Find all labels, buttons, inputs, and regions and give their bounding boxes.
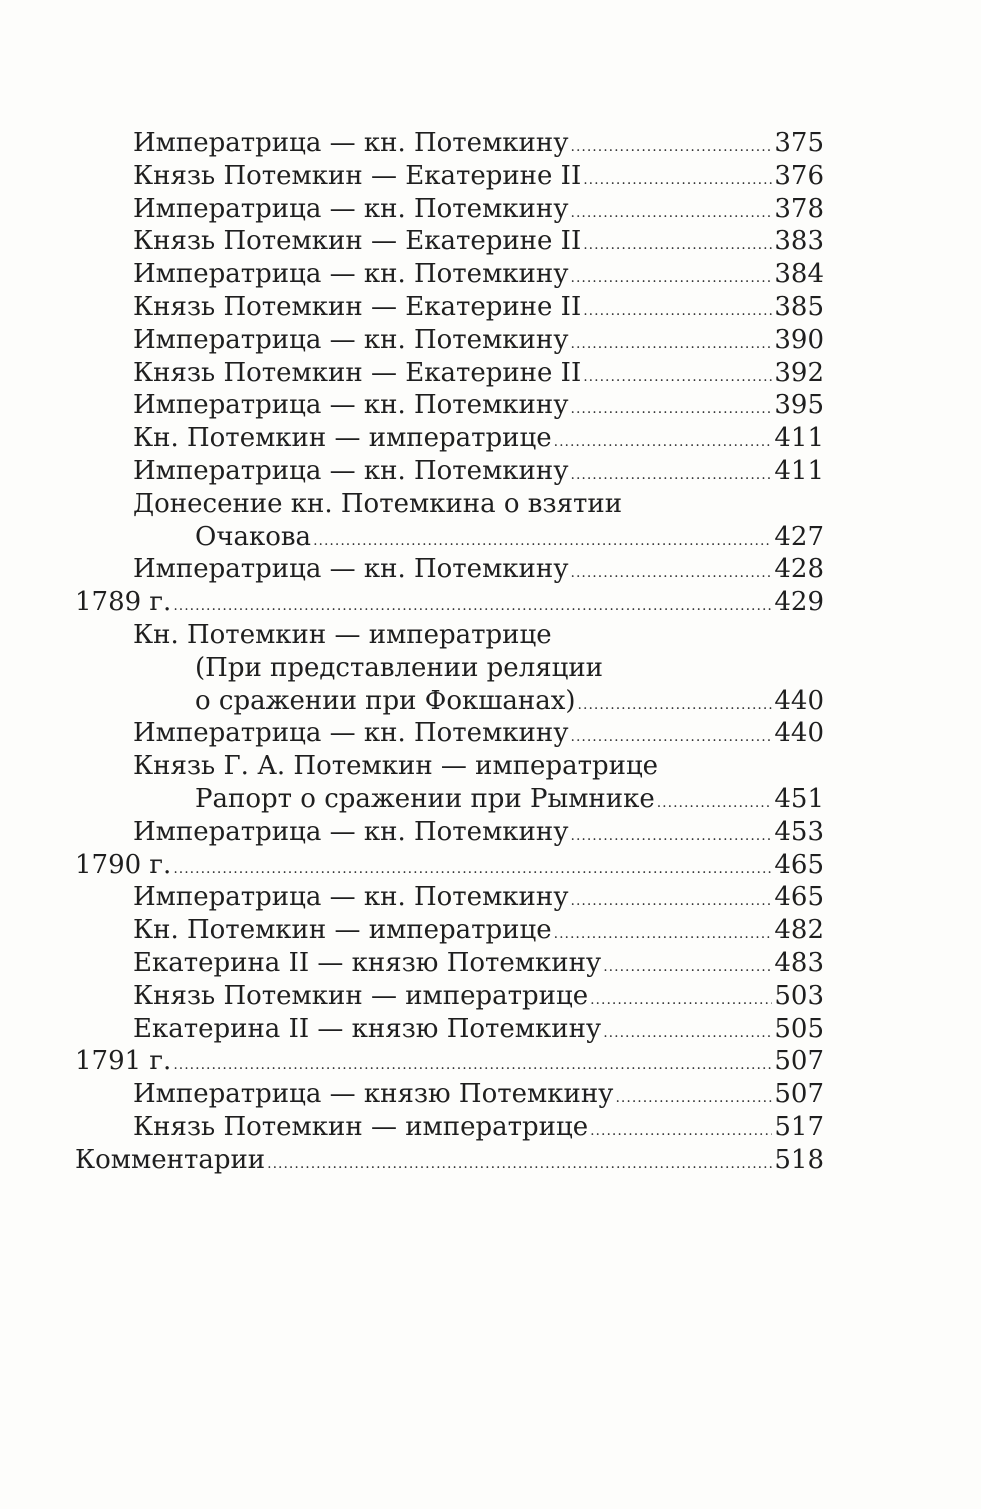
dot-leader: [267, 1148, 772, 1181]
toc-entry: [133, 1078, 824, 1111]
toc-entry: [133, 324, 824, 357]
toc-entry-title: Князь Потемкин — Екатерине II: [133, 226, 582, 257]
toc-entry: [133, 1013, 824, 1046]
toc-entry-title: Кн. Потемкин — императрице: [133, 423, 552, 454]
toc-entry-title: (При представлении реляции: [195, 652, 603, 683]
toc-entry-title: Екатерина II — князю Потемкину: [133, 948, 602, 978]
toc-entry-page-number: 440: [774, 718, 824, 749]
toc-entry-page-number: 429: [774, 587, 824, 618]
toc-entry: [75, 1144, 824, 1177]
toc-entry: [195, 521, 824, 554]
toc-entry: [133, 488, 622, 521]
toc-entry: [195, 685, 824, 718]
toc-entry-title: о сражении при Фокшанах): [195, 685, 576, 716]
toc-entry-page-number: 507: [774, 1046, 824, 1077]
toc-entry-title: Императрица — кн. Потемкину: [133, 193, 569, 224]
toc-entry-title: Императрица — князю Потемкину: [133, 1079, 614, 1110]
toc-entry-page-number: 451: [774, 784, 824, 814]
toc-entry-page-number: 483: [774, 948, 824, 978]
toc-entry: [133, 816, 824, 849]
toc-entry-page-number: 465: [774, 882, 824, 913]
toc-entry-title: 1789 г.: [75, 587, 172, 618]
toc-entry-title: Императрица — кн. Потемкину: [133, 816, 569, 847]
toc-entry-page-number: 428: [774, 554, 824, 585]
toc-entry-page-number: 503: [774, 980, 824, 1011]
toc-entry-title: Императрица — кн. Потемкину: [133, 718, 569, 749]
toc-entry-page-number: 392: [774, 357, 824, 388]
toc-entry: [133, 750, 658, 783]
toc-entry: [133, 225, 824, 258]
toc-entry-page-number: 390: [774, 324, 824, 355]
toc-entry: [133, 619, 552, 652]
toc-entry-title: Князь Г. А. Потемкин — императрице: [133, 751, 659, 782]
toc-entry-page-number: 482: [774, 915, 824, 946]
toc-entry-title: Кн. Потемкин — императрице: [133, 620, 552, 650]
toc-entry-title: 1791 г.: [75, 1046, 172, 1077]
toc-entry-page-number: 383: [774, 226, 824, 257]
toc-entry-title: Донесение кн. Потемкина о взятии: [133, 488, 623, 519]
toc-entry-title: Рапорт о сражении при Рымнике: [195, 784, 655, 814]
toc-entry-title: Князь Потемкин — Екатерине II: [133, 160, 582, 191]
toc-entry: [133, 193, 824, 226]
toc-entry: [133, 881, 824, 914]
toc-entry: [133, 947, 824, 980]
toc-entry-title: Императрица — кн. Потемкину: [133, 390, 569, 421]
toc-entry: [195, 783, 824, 816]
toc-entry-title: Очакова: [195, 521, 312, 552]
toc-entry-page-number: 411: [774, 423, 824, 454]
toc-entry-page-number: 517: [774, 1112, 824, 1142]
toc-entry-title: Императрица — кн. Потемкину: [133, 554, 569, 585]
toc-entry-page-number: 385: [774, 292, 824, 322]
toc-entry: [75, 586, 824, 619]
toc-entry-title: Императрица — кн. Потемкину: [133, 128, 569, 158]
toc-entry-title: Князь Потемкин — императрице: [133, 1112, 589, 1142]
toc-entry: [133, 389, 824, 422]
toc-entry-title: Екатерина II — князю Потемкину: [133, 1013, 602, 1044]
toc-entry-page-number: 518: [774, 1144, 824, 1175]
toc-entry: [133, 422, 824, 455]
toc-entry-title: Императрица — кн. Потемкину: [133, 324, 569, 355]
toc-entry-title: 1790 г.: [75, 849, 172, 880]
toc-entry-page-number: 427: [774, 521, 824, 552]
toc-entry: [133, 914, 824, 947]
toc-entry-page-number: 378: [774, 193, 824, 224]
toc-entry: [195, 652, 603, 685]
toc-entry-page-number: 375: [774, 128, 824, 158]
toc-entry-title: Императрица — кн. Потемкину: [133, 456, 569, 486]
toc-entry-title: Князь Потемкин — Екатерине II: [133, 292, 582, 322]
toc-entry-page-number: 453: [774, 816, 824, 847]
toc-entry: [75, 849, 824, 882]
toc-entry: [133, 160, 824, 193]
toc-entry-page-number: 376: [774, 160, 824, 191]
toc-entry: [133, 127, 824, 160]
toc-entry-title: Императрица — кн. Потемкину: [133, 259, 569, 290]
toc-entry-title: Кн. Потемкин — императрице: [133, 915, 552, 946]
toc-entry-title: Императрица — кн. Потемкину: [133, 882, 569, 913]
toc-entry-page-number: 411: [774, 456, 824, 486]
toc-entry: [133, 553, 824, 586]
toc-entry: [133, 717, 824, 750]
toc-entry-title: Князь Потемкин — императрице: [133, 980, 589, 1011]
toc-entry: [75, 1045, 824, 1078]
toc-entry-page-number: 384: [774, 259, 824, 290]
toc-entry: [133, 291, 824, 324]
toc-entry-page-number: 507: [774, 1079, 824, 1110]
toc-entry-page-number: 505: [774, 1013, 824, 1044]
toc-entry: [133, 1111, 824, 1144]
toc-entry-title: Комментарии: [75, 1144, 266, 1175]
toc-entry: [133, 455, 824, 488]
toc-entry: [133, 357, 824, 390]
toc-entry: [133, 258, 824, 291]
toc-entry-page-number: 465: [774, 849, 824, 880]
toc-entry-page-number: 440: [774, 685, 824, 716]
toc-entry-page-number: 395: [774, 390, 824, 421]
toc-entry-title: Князь Потемкин — Екатерине II: [133, 357, 582, 388]
toc-entry: [133, 980, 824, 1013]
